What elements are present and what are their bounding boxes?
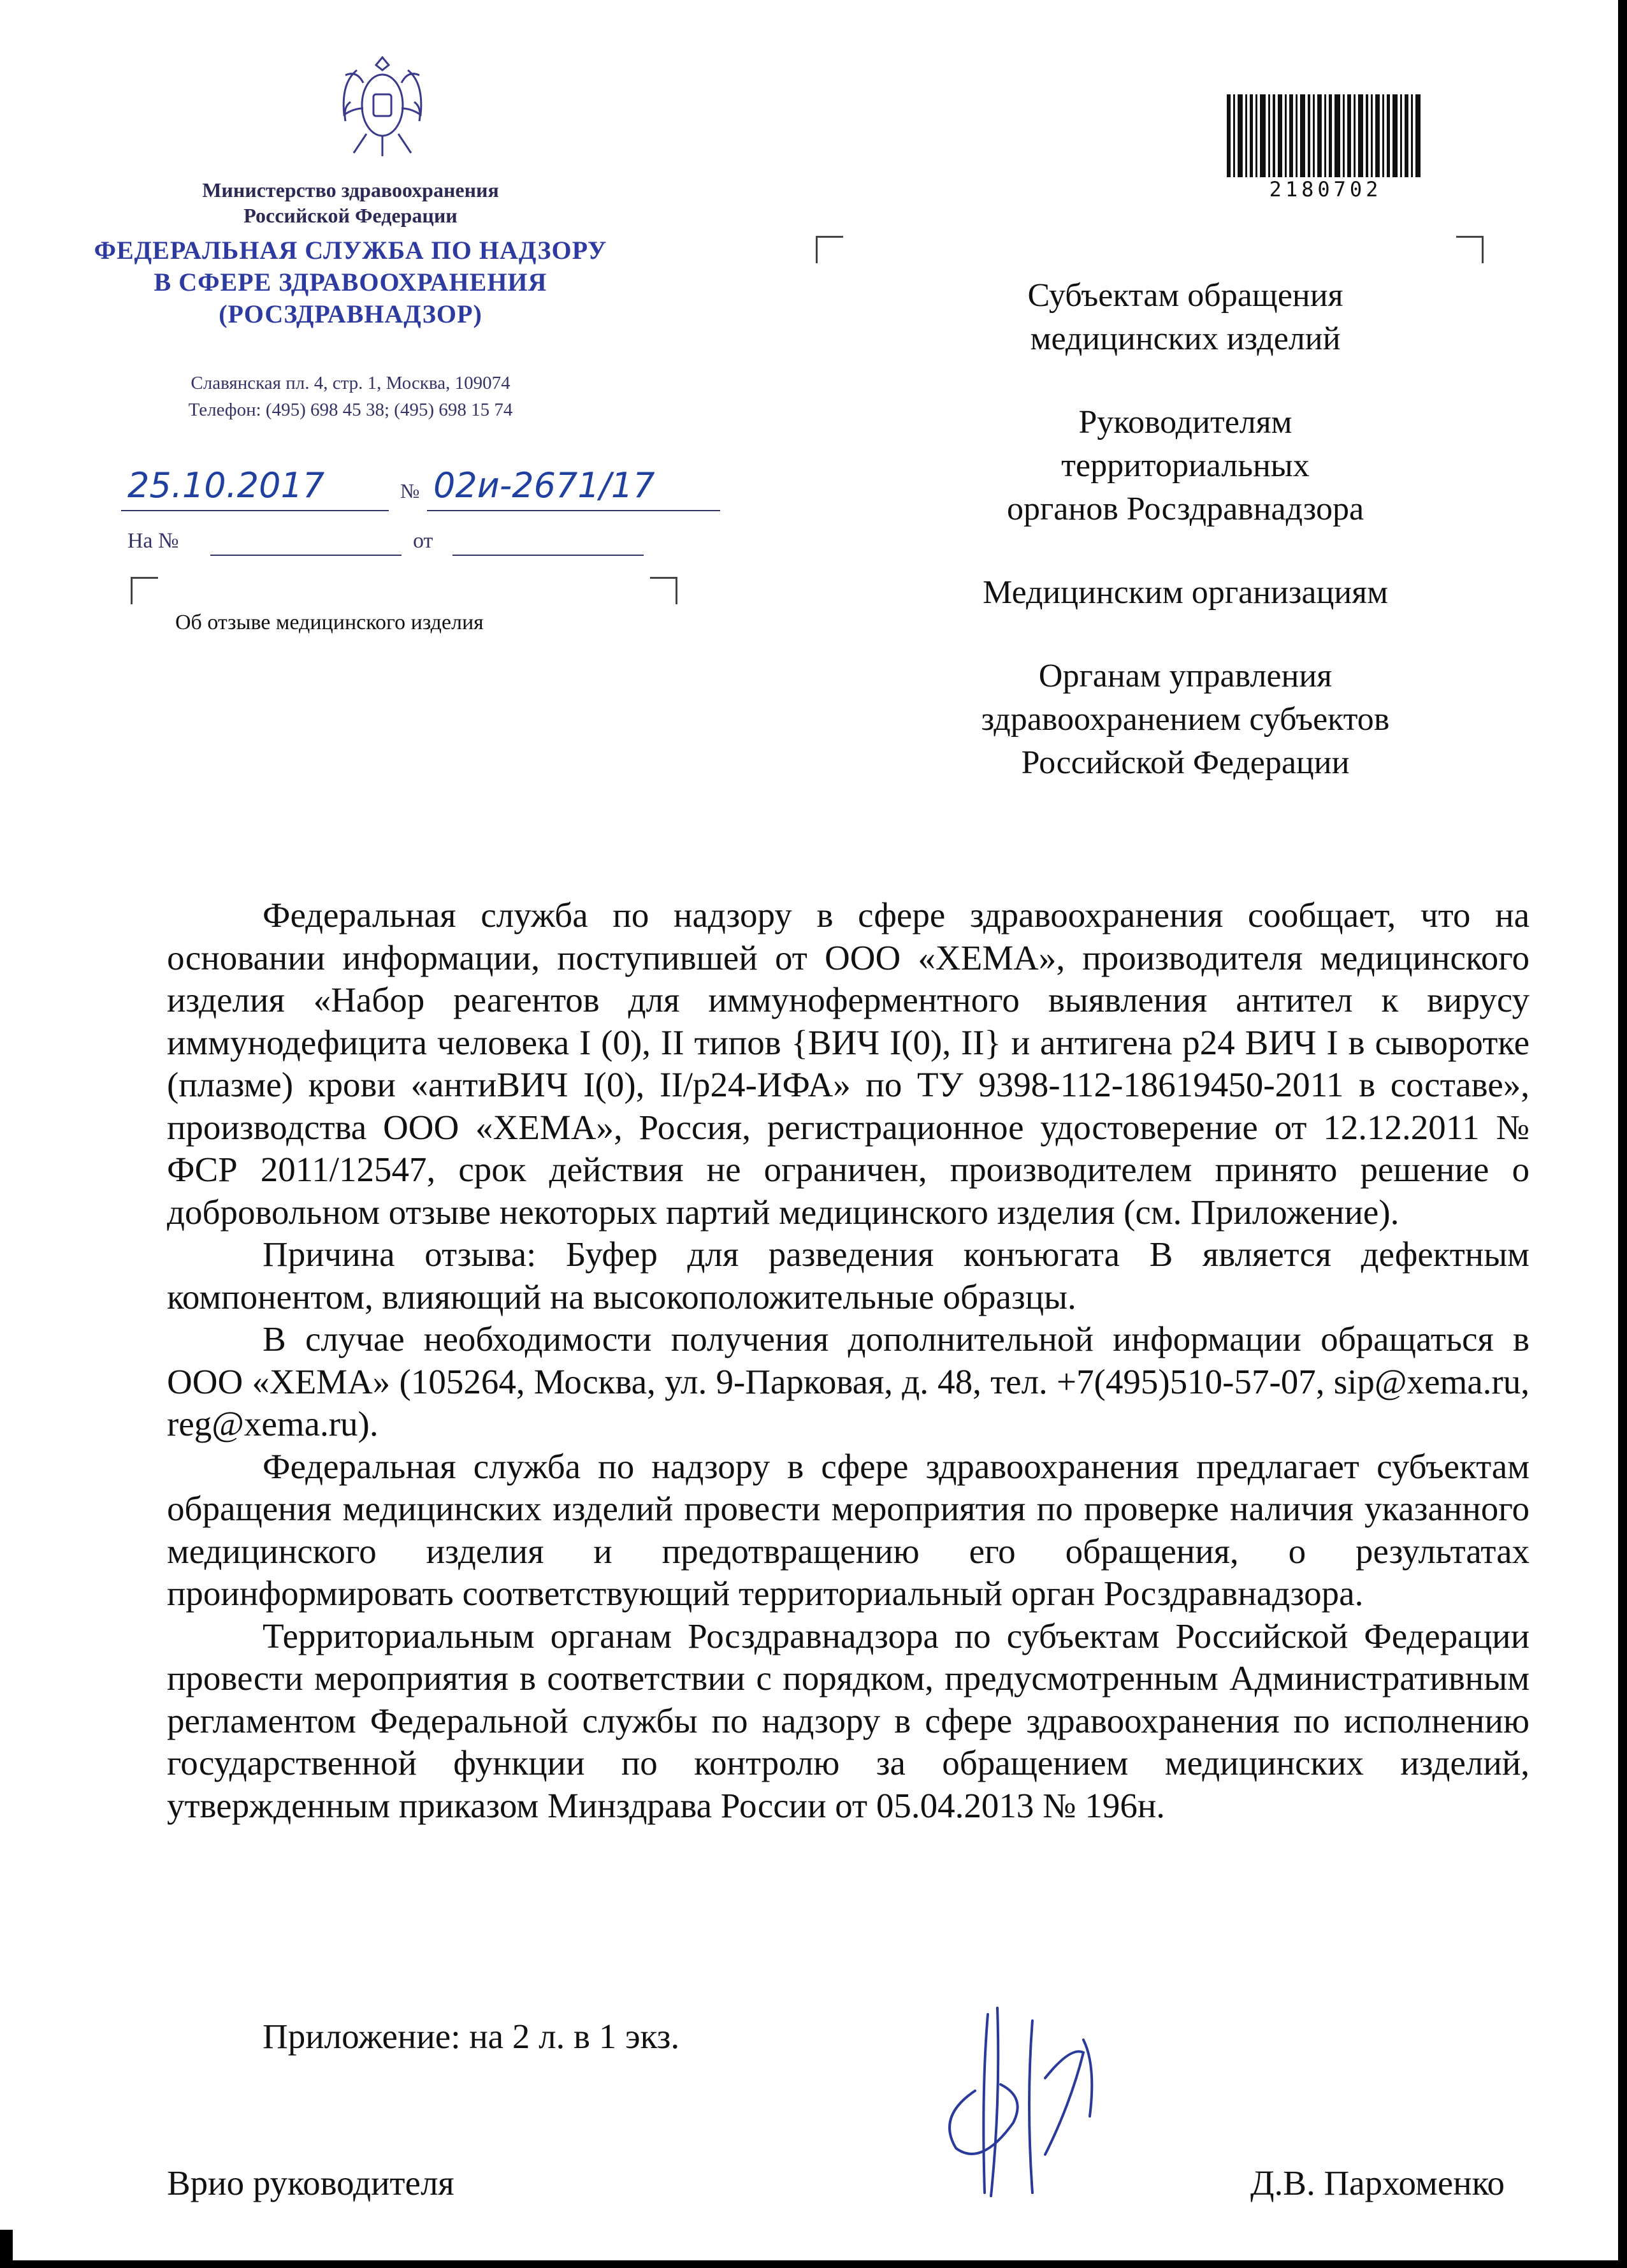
service-line-3: (РОСЗДРАВНАДЗОР)	[219, 300, 482, 328]
recipient-group	[905, 571, 1466, 614]
date-underline	[121, 510, 389, 511]
address-bracket-right	[1456, 236, 1484, 263]
attachment-note: Приложение: на 2 л. в 1 экз.	[263, 2017, 680, 2056]
number-underline	[427, 510, 720, 511]
subject-bracket-left	[131, 577, 158, 604]
reference-date-line	[452, 555, 644, 556]
recipient-line: Руководителям	[1078, 404, 1292, 440]
recipient-line: Органам управления	[1038, 658, 1333, 694]
recipient-line: медицинских изделий	[1030, 321, 1341, 357]
service-name	[76, 235, 625, 330]
body-paragraph: В случае необходимости получения дополнительной информации обращаться в ООО «ХЕМА» (105264, Москва, ул. 9-Парковая, д. 48, тел. +7(495)510-57-07, sip@xema.ru, reg@xema.ru).	[167, 1319, 1529, 1443]
address-block	[96, 370, 605, 423]
phone-line: Телефон: (495) 698 45 38; (495) 698 15 74	[188, 400, 513, 420]
ministry-name	[96, 177, 605, 228]
signature-icon	[937, 2002, 1122, 2199]
registration-number: 02и-2671/17	[433, 465, 655, 505]
letter-subject: Об отзыве медицинского изделия	[175, 611, 484, 634]
recipient-line: территориальных	[1061, 447, 1310, 484]
barcode-icon	[1227, 94, 1424, 177]
ministry-line-1: Министерство здравоохранения	[202, 178, 499, 201]
registration-date: 25.10.2017	[127, 465, 325, 505]
subject-bracket-right	[650, 577, 677, 604]
letter-body	[167, 894, 1529, 1827]
body-paragraph: Федеральная служба по надзору в сфере здравоохранения сообщает, что на основании информации, поступившей от ООО «ХЕМА», производителя медицинского изделия «Набор реагентов для иммуноферментного выявления антител к вирусу иммунодефицита человека I (0), II типов {ВИЧ I(0), II} и антигена p24 ВИЧ I в сыворотке (плазме) крови «антиВИЧ I(0), II/p24-ИФА» по ТУ 9398-112-18619450-2011 в составе», производства ООО «ХЕМА», Россия, регистрационное удостоверение от 12.12.2011 № ФСР 2011/12547, срок действия не ограничен, производителем принято решение о добровольном отзыве некоторых партий медицинского изделия (см. Приложение).	[167, 896, 1529, 1232]
reference-label: На №	[127, 529, 179, 553]
reference-row	[127, 529, 701, 561]
body-paragraph: Территориальным органам Росздравнадзора по субъектам Российской Федерации провести мероприятия в соответствии с порядком, предусмотренным Административным регламентом Федеральной службы по надзору в сфере здравоохранения по исполнению государственной функции по контролю за обращением медицинских изделий, утвержденным приказом Минздрава России от 05.04.2013 № 196н.	[167, 1616, 1529, 1825]
ministry-line-2: Российской Федерации	[243, 204, 458, 227]
recipient-group	[905, 401, 1466, 531]
registration-row	[115, 465, 784, 523]
signer-title: Врио руководителя	[167, 2163, 454, 2202]
body-paragraph: Федеральная служба по надзору в сфере здравоохранения предлагает субъектам обращения медицинских изделий провести мероприятия по проверке наличия указанного медицинского изделия и предотвращению его обращения, о результатах проинформировать соответствующий территориальный орган Росздравнадзора.	[167, 1446, 1529, 1613]
scan-edge-bottom	[0, 2260, 1627, 2268]
registration-no-label: №	[400, 479, 420, 502]
recipient-line: Субъектам обращения	[1027, 277, 1343, 314]
recipient-line: здравоохранением субъектов	[981, 701, 1390, 738]
barcode-number: 2180702	[1269, 177, 1382, 201]
address-line: Славянская пл. 4, стр. 1, Москва, 109074	[191, 373, 510, 393]
scan-edge-right	[1618, 0, 1627, 2268]
recipient-line: Российской Федерации	[1021, 745, 1350, 781]
recipient-line: органов Росздравнадзора	[1006, 491, 1364, 527]
recipient-line: Медицинским организациям	[983, 574, 1388, 611]
address-bracket-left	[816, 236, 843, 263]
coat-of-arms-icon	[331, 45, 433, 163]
signer-name: Д.В. Пархоменко	[1250, 2163, 1505, 2202]
service-line-1: ФЕДЕРАЛЬНАЯ СЛУЖБА ПО НАДЗОРУ	[94, 236, 607, 265]
service-line-2: В СФЕРЕ ЗДРАВООХРАНЕНИЯ	[154, 268, 547, 296]
reference-from-label: от	[413, 529, 433, 553]
reference-number-line	[210, 555, 401, 556]
body-paragraph: Причина отзыва: Буфер для разведения конъюгата В является дефектным компонентом, влияющий на высокоположительные образцы.	[167, 1235, 1529, 1316]
recipients-block	[905, 274, 1466, 825]
scan-edge-corner	[0, 2230, 13, 2268]
recipient-group	[905, 655, 1466, 785]
recipient-group	[905, 274, 1466, 361]
